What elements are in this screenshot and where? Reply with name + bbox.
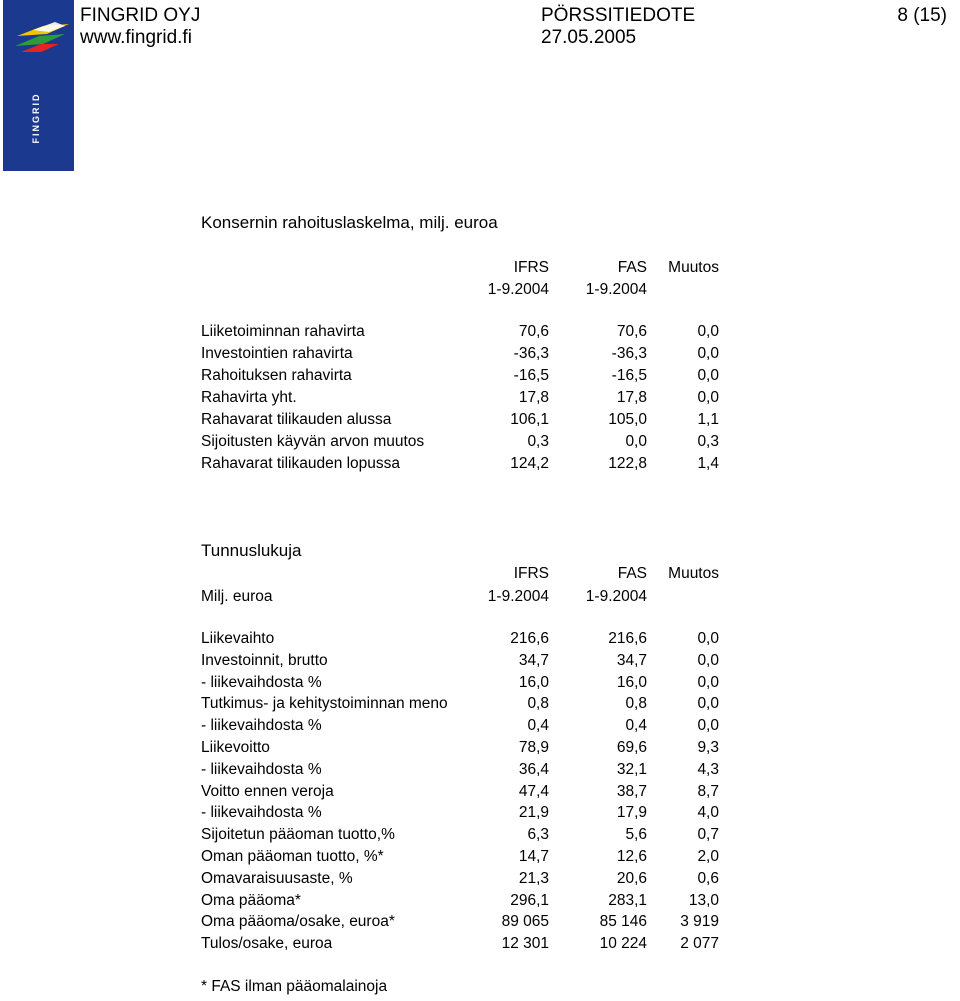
table-row — [0, 715, 960, 736]
table-row — [0, 759, 960, 780]
value-ifrs: 89 065 — [501, 913, 549, 931]
value-fas: 38,7 — [616, 782, 647, 800]
col-header-fas: FAS — [617, 259, 647, 276]
cashflow-title: Konsernin rahoituslaskelma, milj. euroa — [201, 213, 498, 232]
value-muutos: 4,3 — [697, 760, 719, 778]
value-muutos: 1,4 — [697, 455, 719, 472]
col-header-muutos: Muutos — [668, 565, 719, 582]
value-muutos: 8,7 — [697, 782, 719, 800]
table-row — [0, 650, 960, 671]
table-row — [0, 343, 960, 364]
cashflow-period-headers — [0, 279, 960, 301]
value-fas: -36,3 — [611, 345, 647, 362]
table-row — [0, 693, 960, 714]
table-row — [0, 431, 960, 452]
value-fas: 12,6 — [616, 848, 647, 865]
row-label: Sijoitetun pääoman tuotto,% — [201, 826, 395, 844]
value-muutos: 0,6 — [697, 869, 719, 887]
value-muutos: 0,0 — [697, 323, 719, 340]
row-label: - liikevaihdosta % — [201, 673, 322, 691]
value-ifrs: 0,8 — [527, 695, 549, 713]
table-row — [0, 781, 960, 802]
value-muutos: 9,3 — [697, 739, 719, 756]
value-muutos: 2,0 — [697, 848, 719, 865]
value-ifrs: 14,7 — [518, 848, 549, 865]
value-fas: 32,1 — [616, 760, 647, 778]
value-ifrs: 0,4 — [527, 717, 549, 735]
value-ifrs: 216,6 — [510, 630, 549, 647]
value-fas: 0,8 — [625, 695, 647, 713]
value-fas: 16,0 — [616, 673, 647, 691]
svg-text:FINGRID: FINGRID — [31, 92, 41, 144]
table-row — [0, 737, 960, 758]
value-ifrs: 106,1 — [510, 411, 549, 428]
value-fas: 105,0 — [608, 411, 647, 428]
value-fas: -16,5 — [611, 367, 647, 384]
period-header-ifrs: 1-9.2004 — [487, 281, 549, 298]
document-type: PÖRSSITIEDOTE — [541, 5, 696, 26]
keyfigures-title: Tunnuslukuja — [201, 541, 302, 560]
value-ifrs: 124,2 — [510, 455, 549, 472]
value-ifrs: 21,3 — [518, 869, 549, 887]
fingrid-logo-graphic — [3, 0, 74, 171]
value-fas: 216,6 — [608, 630, 647, 647]
row-label: Rahavirta yht. — [201, 389, 297, 406]
value-fas: 5,6 — [625, 826, 647, 844]
value-muutos: 0,0 — [697, 651, 719, 669]
period-header-ifrs: 1-9.2004 — [487, 588, 549, 605]
row-label: Rahavarat tilikauden alussa — [201, 411, 392, 428]
value-muutos: 0,0 — [697, 389, 719, 406]
row-label: Oma pääoma/osake, euroa* — [201, 913, 395, 931]
period-header-fas: 1-9.2004 — [585, 588, 647, 605]
value-muutos: 0,0 — [697, 345, 719, 362]
value-fas: 17,9 — [616, 804, 647, 822]
col-header-ifrs: IFRS — [513, 565, 549, 582]
value-fas: 85 146 — [599, 913, 647, 931]
col-header-ifrs: IFRS — [513, 259, 549, 276]
table-row — [0, 628, 960, 649]
page-number: 8 (15) — [897, 5, 947, 26]
value-ifrs: 12 301 — [501, 935, 549, 953]
col-header-fas: FAS — [617, 565, 647, 582]
value-ifrs: 0,3 — [527, 433, 549, 450]
document-date: 27.05.2005 — [541, 27, 637, 48]
value-fas: 122,8 — [608, 455, 647, 472]
value-muutos: 3 919 — [680, 913, 719, 931]
value-ifrs: 6,3 — [527, 826, 549, 844]
row-label: Rahoituksen rahavirta — [201, 367, 352, 384]
value-muutos: 0,0 — [697, 367, 719, 384]
value-ifrs: 296,1 — [510, 891, 549, 909]
value-muutos: 2 077 — [680, 935, 719, 953]
value-ifrs: 21,9 — [518, 804, 549, 822]
row-label: Tulos/osake, euroa — [201, 935, 333, 953]
table-row — [0, 409, 960, 430]
period-header-fas: 1-9.2004 — [585, 281, 647, 298]
value-fas: 10 224 — [599, 935, 647, 953]
value-fas: 283,1 — [608, 891, 647, 909]
company-name: FINGRID OYJ — [80, 5, 201, 26]
value-ifrs: 17,8 — [518, 389, 549, 406]
row-label: Oma pääoma* — [201, 891, 301, 909]
table-row — [0, 453, 960, 474]
table-row — [0, 321, 960, 342]
footnote: * FAS ilman pääomalainoja — [201, 978, 388, 995]
value-muutos: 0,0 — [697, 630, 719, 647]
company-website[interactable]: www.fingrid.fi — [80, 27, 192, 48]
row-label: Liikevaihto — [201, 630, 275, 647]
row-label: - liikevaihdosta % — [201, 804, 322, 822]
table-row — [0, 933, 960, 954]
value-ifrs: 16,0 — [518, 673, 549, 691]
value-ifrs: -36,3 — [513, 345, 549, 362]
table-row — [0, 802, 960, 823]
value-fas: 0,0 — [625, 433, 647, 450]
row-label: Liikevoitto — [201, 739, 270, 756]
unit-label: Milj. euroa — [201, 588, 273, 605]
value-fas: 20,6 — [616, 869, 647, 887]
value-fas: 34,7 — [616, 651, 647, 669]
keyfigures-column-headers — [0, 563, 960, 585]
row-label: Sijoitusten käyvän arvon muutos — [201, 433, 425, 450]
table-row — [0, 387, 960, 408]
fingrid-logo — [3, 0, 74, 171]
row-label: Liiketoiminnan rahavirta — [201, 323, 365, 340]
table-row — [0, 672, 960, 693]
row-label: Tutkimus- ja kehitystoiminnan meno — [201, 695, 448, 713]
table-row — [0, 868, 960, 889]
value-muutos: 0,7 — [697, 826, 719, 844]
value-muutos: 4,0 — [697, 804, 719, 822]
value-ifrs: 47,4 — [518, 782, 549, 800]
row-label: Oman pääoman tuotto, %* — [201, 848, 384, 865]
table-row — [0, 365, 960, 386]
row-label: Investoinnit, brutto — [201, 651, 328, 669]
row-label: Rahavarat tilikauden lopussa — [201, 455, 401, 472]
table-row — [0, 824, 960, 845]
value-muutos: 0,0 — [697, 695, 719, 713]
row-label: - liikevaihdosta % — [201, 717, 322, 735]
cashflow-column-headers — [0, 257, 960, 279]
table-row — [0, 911, 960, 932]
value-muutos: 13,0 — [688, 891, 719, 909]
value-fas: 0,4 — [625, 717, 647, 735]
keyfigures-period-headers — [0, 586, 960, 608]
value-muutos: 0,0 — [697, 717, 719, 735]
value-fas: 70,6 — [616, 323, 647, 340]
value-ifrs: 70,6 — [518, 323, 549, 340]
row-label: - liikevaihdosta % — [201, 760, 322, 778]
value-fas: 17,8 — [616, 389, 647, 406]
row-label: Voitto ennen veroja — [201, 782, 334, 800]
table-row — [0, 890, 960, 911]
value-ifrs: -16,5 — [513, 367, 549, 384]
value-ifrs: 78,9 — [518, 739, 549, 756]
value-muutos: 1,1 — [697, 411, 719, 428]
value-fas: 69,6 — [616, 739, 647, 756]
row-label: Investointien rahavirta — [201, 345, 353, 362]
value-ifrs: 34,7 — [518, 651, 549, 669]
value-muutos: 0,0 — [697, 673, 719, 691]
value-ifrs: 36,4 — [518, 760, 549, 778]
table-row — [0, 846, 960, 867]
value-muutos: 0,3 — [697, 433, 719, 450]
col-header-muutos: Muutos — [668, 259, 719, 276]
row-label: Omavaraisuusaste, % — [201, 869, 353, 887]
